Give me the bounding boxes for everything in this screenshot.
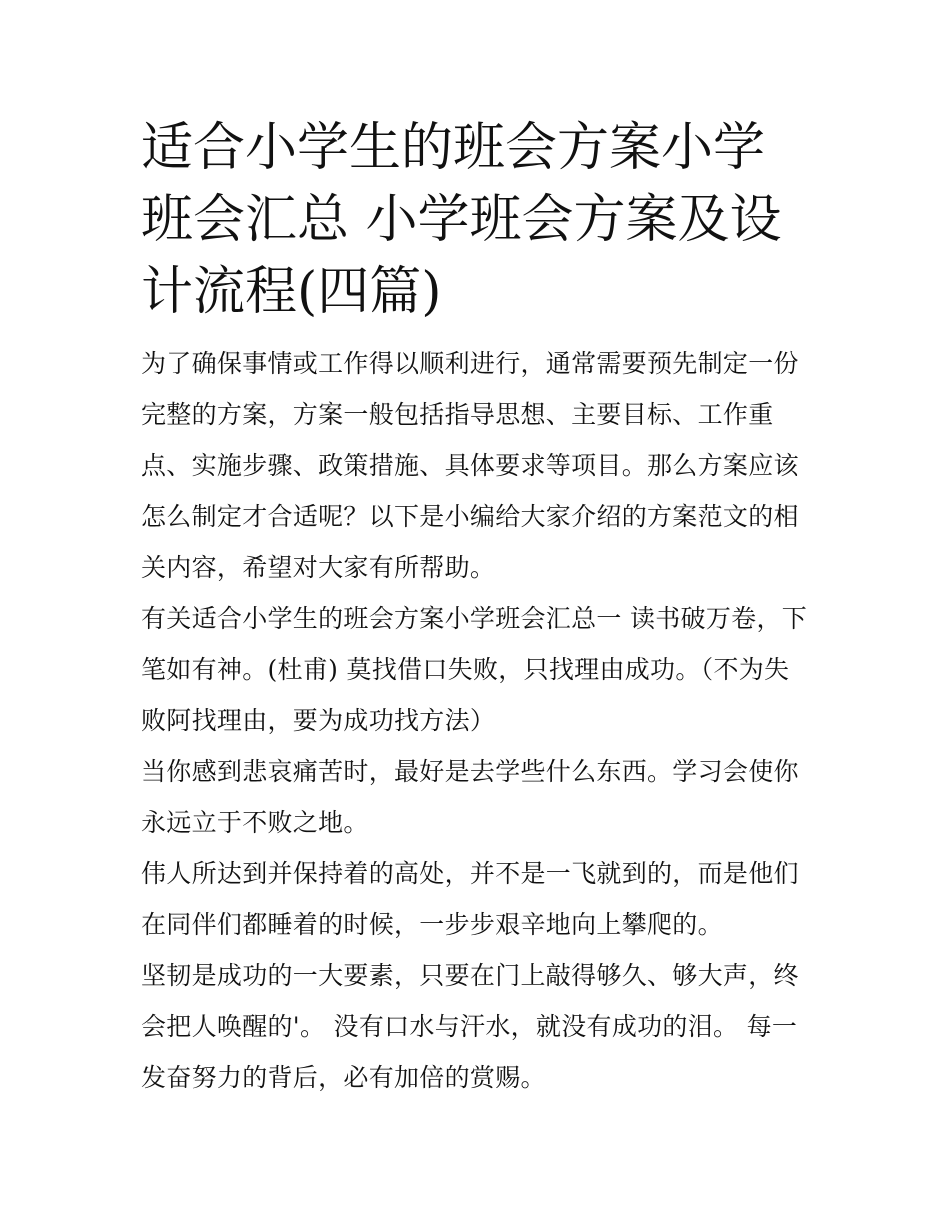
paragraph-intro: 为了确保事情或工作得以顺利进行，通常需要预先制定一份完整的方案，方案一般包括指导思想、主要目标、工作重点、实施步骤、政策措施、具体要求等项目。那么方案应该怎么制定才合适呢？以下是小编给大家介绍的方案范文的相关内容，希望对大家有所帮助。	[141, 349, 799, 582]
paragraph-section-one: 有关适合小学生的班会方案小学班会汇总一 读书破万卷，下笔如有神。(杜甫) 莫找借口失败，只找理由成功。（不为失败阿找理由，要为成功找方法）	[141, 604, 808, 735]
document-page	[141, 112, 813, 1103]
paragraph-perseverance-quote: 坚韧是成功的一大要素，只要在门上敲得够久、够大声，终会把人唤醒的'。 没有口水与汗水，就没有成功的泪。 每一发奋努力的背后，必有加倍的赏赐。	[141, 961, 799, 1092]
document-title: 适合小学生的班会方案小学班会汇总 小学班会方案及设计流程(四篇)	[141, 118, 782, 322]
paragraph-great-men-quote: 伟人所达到并保持着的高处，并不是一飞就到的，而是他们在同伴们都睡着的时候，一步步艰辛地向上攀爬的。	[141, 859, 799, 939]
paragraph-sorrow-quote: 当你感到悲哀痛苦时，最好是去学些什么东西。学习会使你永远立于不败之地。	[141, 757, 799, 837]
